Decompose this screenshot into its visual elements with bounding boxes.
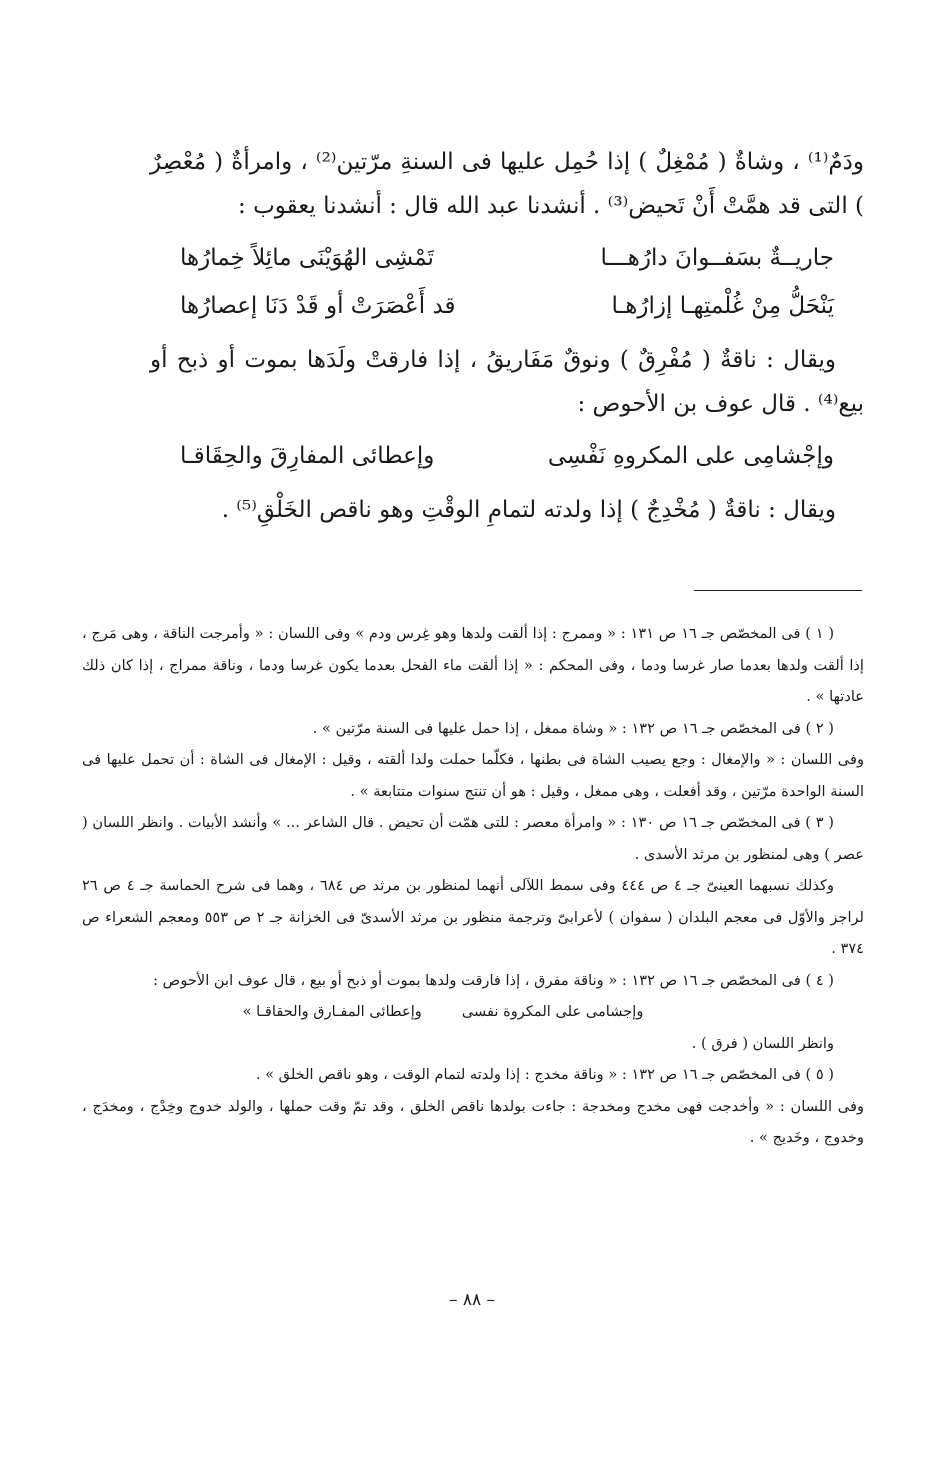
footnote-4: ( ٤ ) فى المخصّص جـ ١٦ ص ١٣٢ : « وناقة مفرق ، إذا فارقت ولدها بموت أو ذبح أو بيع ، قال عوف ابن الأحوص : — [153, 971, 834, 989]
verse-line-2 — [150, 282, 864, 330]
page-number: – ٨٨ – — [448, 1290, 496, 1310]
footnote-1: ( ١ ) فى المخصّص جـ ١٦ ص ١٣١ : « وممرج : إذا ألقت ولدها وهو غِرس ودم » وفى اللسان : « وأمرجت الناقة ، وهى مَرج ، إذا ألقت ولدها بعدما صار غرسا ودما ، وفى المحكم : « إذا ألقت ماء الفحل بعدما يكون غرسا ودما ، وناقة ممراج ، إذا كان ذلك عادتها » . — [82, 625, 864, 705]
hemistich-right: وإجشامى على المكروة نفسى — [461, 1003, 644, 1020]
footnote-divider — [694, 590, 862, 591]
verse-line-1 — [150, 234, 864, 282]
footnote-3-continued: وكذلك نسبهما العينىّ جـ ٤ ص ٤٤٤ وفى سمط اللآلى أنهما لمنظور بن مرثد ص ٦٨٤ ، وهما فى شرح الحماسة جـ ٤ ص ٢٦ لراجز والأوّل فى معجم البلدان ( سفوان ) لأعرابىّ وترجمة منظور بن مرثد الأسدىّ فى الخزانة جـ ٢ ص ٥٥٣ ومعجم الشعراء ص ٣٧٤ . — [82, 877, 864, 957]
footnote-5-continued: وفى اللسان : « وأخدجت فهى مخدج ومخدجة : جاءت بولدها ناقص الخلق ، وقد تمّ وقت حملها ، والولد خدوج وخِدْج ، ومخدَج ، وخدوج ، وخَديج » . — [82, 1097, 864, 1146]
hemistich-left: وإعطائى المفـارق والحقاقـا » — [242, 1003, 422, 1020]
main-text — [150, 140, 864, 532]
poem-2 — [150, 432, 864, 480]
hemistich-left: قد أَعْصَرَتْ أو قَدْ دَنَا إعصارُها — [180, 293, 456, 319]
footnotes — [82, 618, 864, 1154]
poem-1 — [150, 234, 864, 330]
footnote-4-verse — [82, 996, 864, 1028]
paragraph-3: ويقال : ناقةٌ ( مُخْدِجٌ ) إذا ولدته لتمامِ الوقْتِ وهو ناقص الخَلْقِ⁽⁵⁾ . — [221, 497, 836, 523]
verse-line-3 — [150, 432, 864, 480]
footnote-4-continued: وانظر اللسان ( فرق ) . — [691, 1034, 834, 1052]
footnote-2-continued: وفى اللسان : « والإمغال : وجع يصيب الشاة فى بطنها ، فكلّما حملت ولدا ألقته ، وقيل : الإمغال فى الشاة : أن تحمل عليها فى السنة الواحدة مرّتين ، وقد أفعلت ، وهى ممغل ، وقيل : هو أن تنتج سنوات متتابعة » . — [82, 751, 864, 800]
paragraph-2: ويقال : ناقةٌ ( مُفْرِقٌ ) ونوقٌ مَفَاريقُ ، إذا فارقتْ ولَدَها بموت أو ذبح أو بيع⁽⁴⁾ . قال عوف بن الأحوص : — [150, 347, 864, 417]
hemistich-left: وإعطائى المفارِقَ والحِقَاقـا — [180, 443, 435, 469]
footnote-3: ( ٣ ) فى المخصّص جـ ١٦ ص ١٣٠ : « وامرأة معصر : للتى همّت أن تحيض . قال الشاعر ... » وأنشد الأبيات . وانظر اللسان ( عصر ) وهى لمنظور بن مرثد الأسدى . — [82, 814, 864, 863]
hemistich-right: وإجْشامِى على المكروهِ نَفْسِى — [547, 443, 834, 469]
paragraph-1: ودَمٌ⁽¹⁾ ، وشاةٌ ( مُمْغِلٌ ) إذا حُمِل عليها فى السنةِ مرّتين⁽²⁾ ، وامرأةٌ ( مُعْصِرٌ ) التى قد همَّتْ أَنْ تَحيض⁽³⁾ . أنشدنا عبد الله قال : أنشدنا يعقوب : — [150, 149, 864, 219]
footnote-5: ( ٥ ) فى المخصّص جـ ١٦ ص ١٣٢ : « وناقة مخدج : إذا ولدته لتمام الوقت ، وهو ناقص الخلق » . — [255, 1066, 834, 1083]
hemistich-left: تَمْشِى الهُوَيْنَى مائِلاً خِمارُها — [180, 245, 434, 271]
hemistich-right: يَنْحَلُّ مِنْ غُلْمتِهـا إزارُهـا — [611, 293, 834, 319]
hemistich-right: جاريــةٌ بسَفــوانَ دارُهـــا — [600, 245, 834, 271]
footnote-2: ( ٢ ) فى المخصّص جـ ١٦ ص ١٣٢ : « وشاة ممغل ، إذا حمل عليها فى السنة مرّتين » . — [312, 719, 834, 737]
